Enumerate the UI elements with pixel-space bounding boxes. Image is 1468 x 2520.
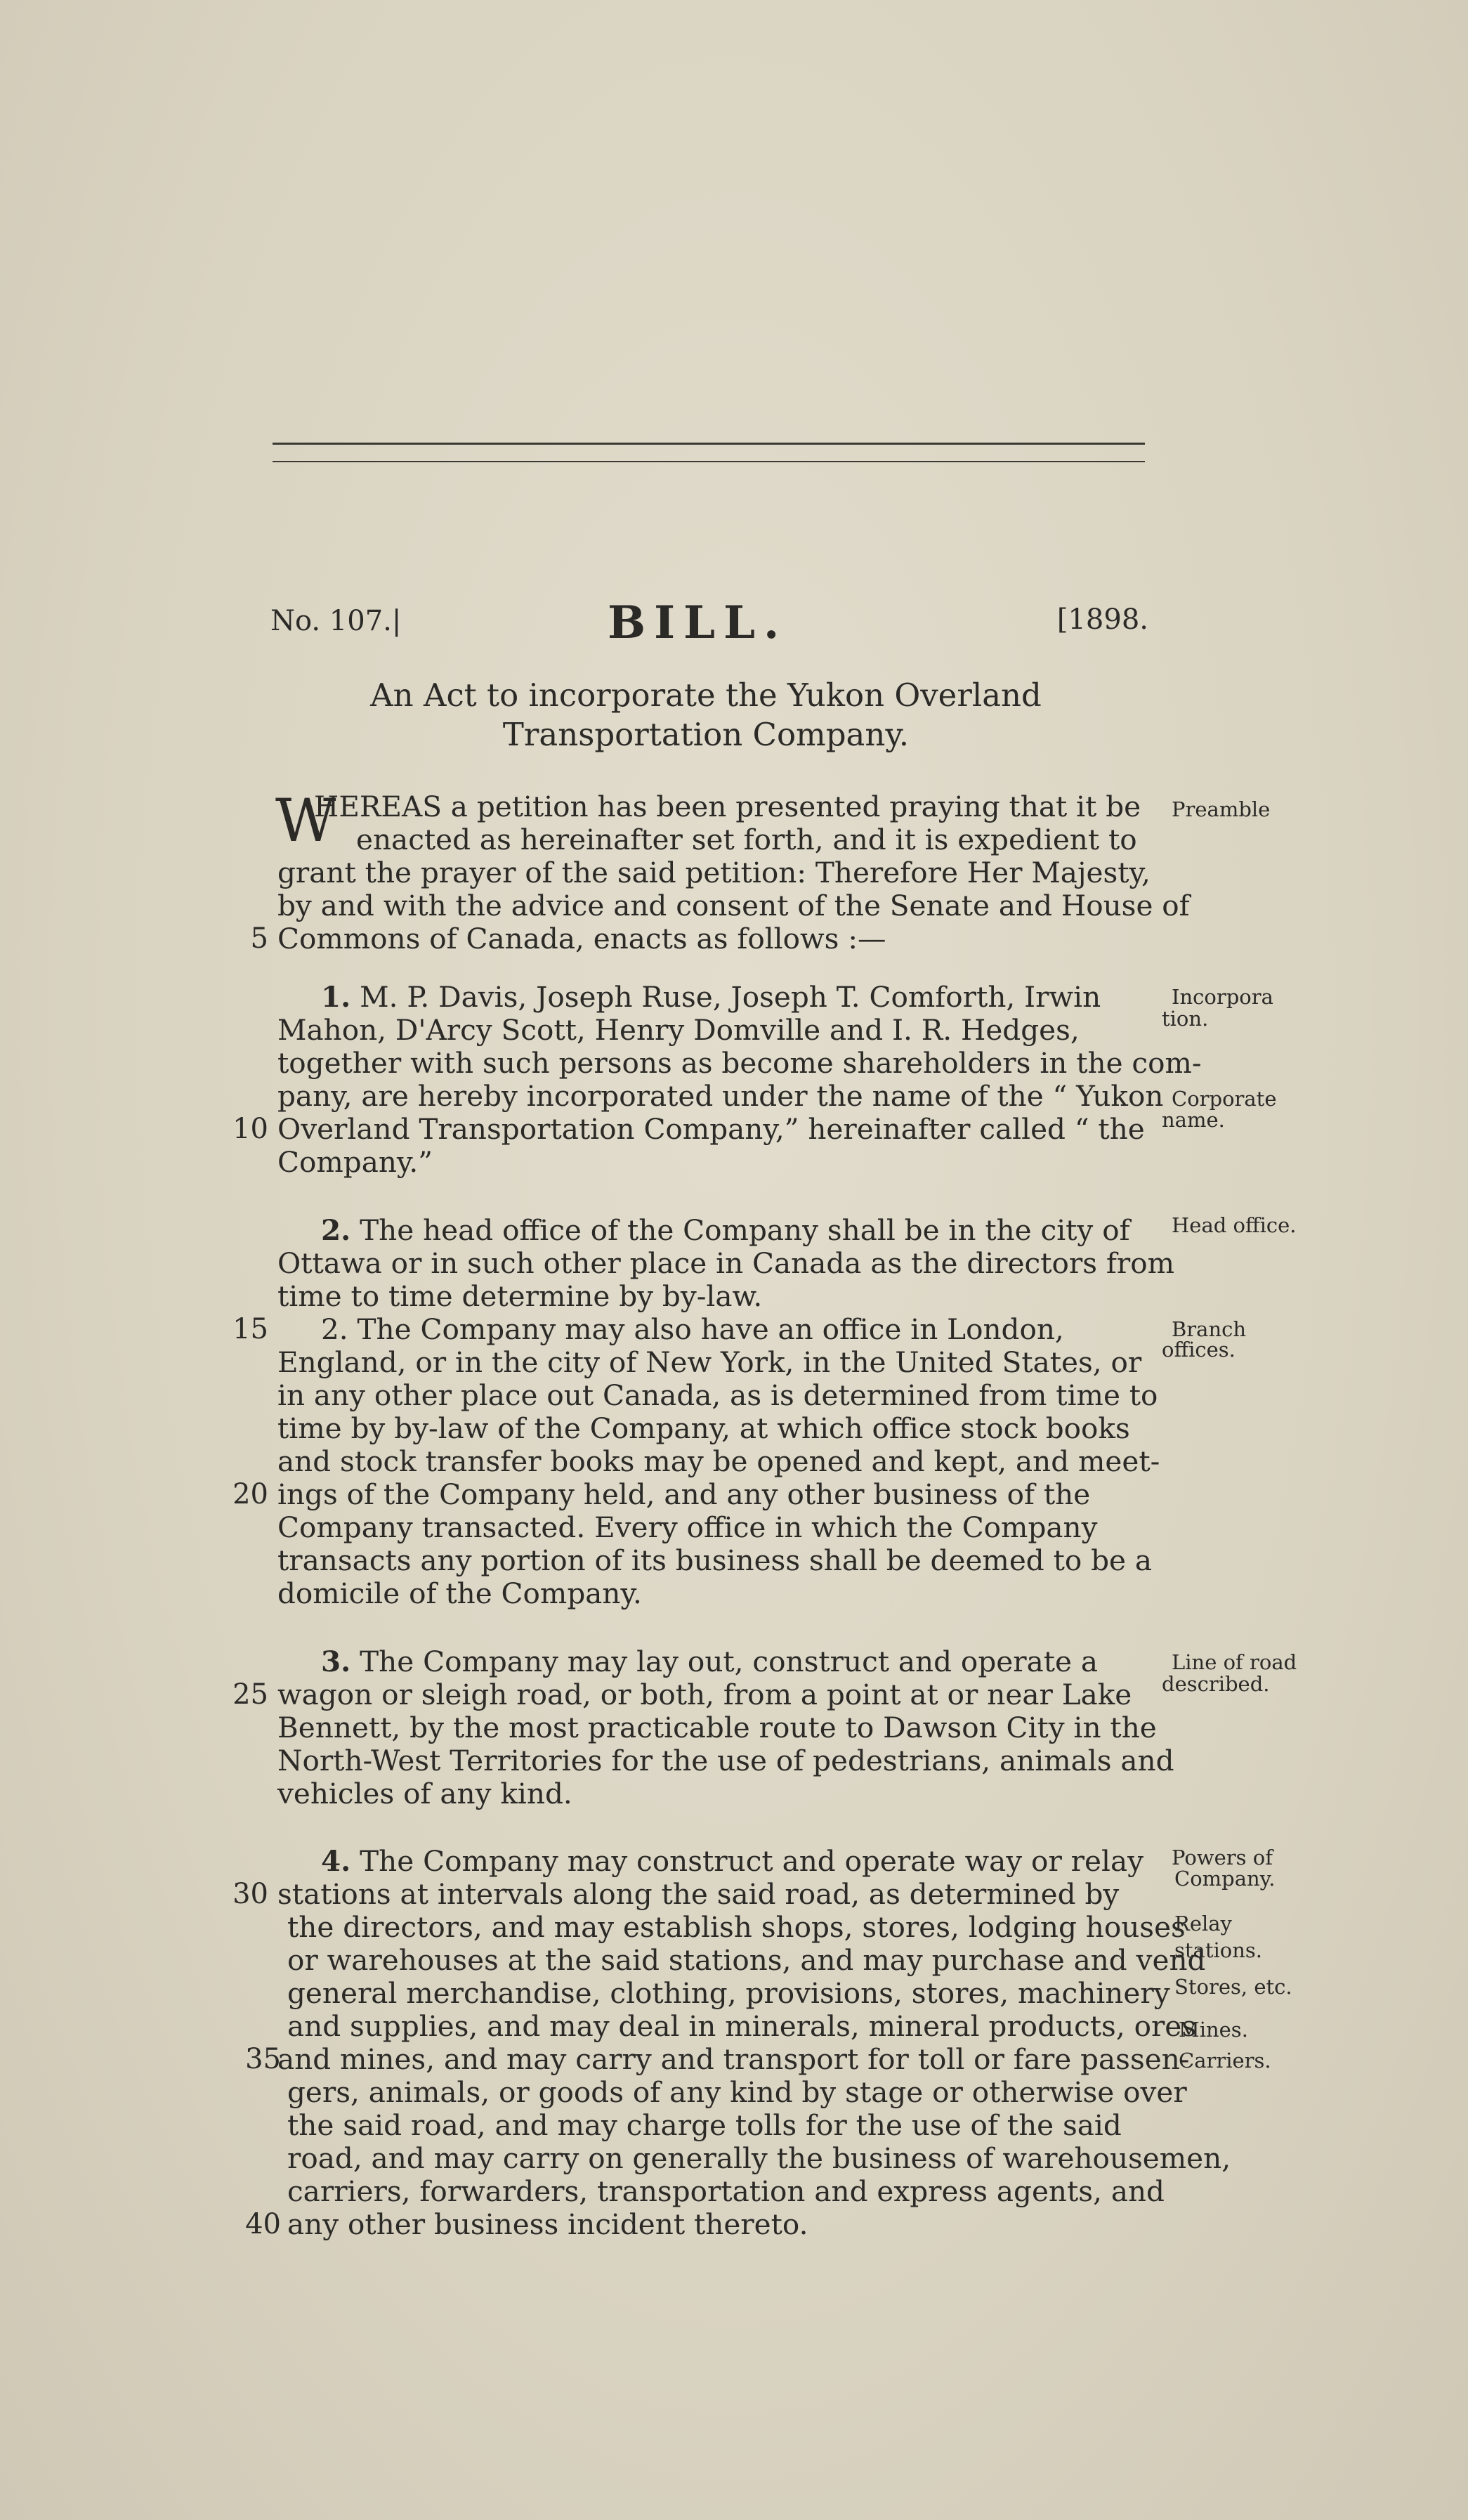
text-line: Commons of Canada, enacts as follows :— [277, 922, 886, 955]
text-line: transacts any portion of its business shall be deemed to be a [277, 1543, 1153, 1577]
margin-note-incorporation: tion. [1162, 1007, 1209, 1031]
text-line: and stock transfer books may be opened and kept, and meet- [277, 1444, 1160, 1478]
text-line: 2. The Company may also have an office in London, [321, 1312, 1064, 1346]
text-line: time to time determine by by-law. [277, 1279, 763, 1313]
act-title-line: Transportation Company. [502, 716, 910, 753]
margin-note-preamble: Preamble [1172, 797, 1271, 821]
line-number: 20 [232, 1478, 268, 1510]
section-text: The Company may construct and operate way or relay [350, 1844, 1143, 1878]
margin-note-powers: Powers of [1172, 1846, 1273, 1869]
margin-note-stores: Stores, etc. [1174, 1975, 1292, 1999]
drop-cap: W [275, 786, 336, 855]
bill-year: [1898. [1056, 603, 1148, 636]
text-line: Ottawa or in such other place in Canada as the directors from [277, 1246, 1175, 1280]
margin-note-corporate-name: name. [1162, 1108, 1225, 1132]
margin-note-corporate-name: Corporate [1172, 1087, 1277, 1111]
text-line: general merchandise, clothing, provisions, stores, machinery [287, 1976, 1170, 2010]
text-line: carriers, forwarders, transportation and express agents, and [287, 2174, 1165, 2208]
text-line: pany, are hereby incorporated under the name of the “ Yukon [277, 1079, 1164, 1113]
margin-note-carriers: Carriers. [1179, 2049, 1271, 2072]
margin-note-line-of-road: Line of road [1172, 1650, 1297, 1674]
text-line: Company.” [277, 1145, 433, 1179]
margin-note-incorporation: Incorpora [1172, 985, 1273, 1009]
line-number: 35 [245, 2043, 281, 2075]
line-number: 5 [250, 922, 268, 955]
line-number: 40 [245, 2208, 281, 2240]
text-line: or warehouses at the said stations, and may purchase and vend [287, 1943, 1206, 1977]
line-number: 15 [232, 1313, 268, 1345]
margin-note-line-of-road: described. [1162, 1672, 1270, 1696]
line-number: 10 [232, 1113, 268, 1145]
text-line: the said road, and may charge tolls for the use of the said [287, 2108, 1122, 2142]
margin-note-powers: Company. [1174, 1867, 1276, 1891]
margin-note-branch-offices: Branch [1172, 1317, 1247, 1341]
top-rule-second [273, 461, 1145, 462]
text-line: stations at intervals along the said road, as determined by [277, 1877, 1120, 1911]
section-text: The Company may lay out, construct and operate a [350, 1645, 1098, 1678]
margin-note-mines: Mines. [1179, 2018, 1248, 2042]
text-line: any other business incident thereto. [287, 2207, 808, 2241]
text-line: grant the prayer of the said petition: Therefore Her Majesty, [277, 856, 1151, 889]
section-text: M. P. Davis, Joseph Ruse, Joseph T. Comforth, Irwin [350, 980, 1101, 1014]
text-line: North-West Territories for the use of pedestrians, animals and [277, 1744, 1174, 1777]
text-line: the directors, and may establish shops, stores, lodging houses [287, 1910, 1186, 1944]
text-line: Overland Transportation Company,” hereinafter called “ the [277, 1112, 1145, 1146]
margin-note-relay: Relay [1174, 1912, 1232, 1935]
text-line: together with such persons as become shareholders in the com- [277, 1046, 1202, 1080]
section-number: 3. [321, 1645, 351, 1678]
section-text: The head office of the Company shall be in the city of [350, 1213, 1130, 1247]
text-line: and supplies, and may deal in minerals, mineral products, ores [287, 2009, 1197, 2043]
text-line [321, 981, 1101, 1013]
text-line: road, and may carry on generally the business of warehousemen, [287, 2141, 1231, 2175]
text-line: Bennett, by the most practicable route to Dawson City in the [277, 1711, 1157, 1744]
bill-number: No. 107.| [270, 605, 402, 637]
text-line: enacted as hereinafter set forth, and it is expedient to [356, 823, 1137, 856]
top-rule [273, 443, 1145, 445]
margin-note-relay: stations. [1174, 1938, 1262, 1962]
text-line: wagon or sleigh road, or both, from a point at or near Lake [277, 1678, 1132, 1711]
text-line: and mines, and may carry and transport for toll or fare passen- [277, 2042, 1190, 2076]
text-line: by and with the advice and consent of the Senate and House of [277, 889, 1190, 922]
text-line [321, 1214, 1130, 1246]
text-line: HEREAS a petition has been presented praying that it be [314, 790, 1141, 823]
act-title-line: An Act to incorporate the Yukon Overland [370, 677, 1042, 714]
section-number: 4. [321, 1844, 351, 1878]
line-number: 30 [232, 1878, 268, 1910]
text-line: Company transacted. Every office in which the Company [277, 1510, 1098, 1544]
text-line: Mahon, D'Arcy Scott, Henry Domville and I. R. Hedges, [277, 1013, 1080, 1047]
text-line: in any other place out Canada, as is determined from time to [277, 1378, 1158, 1412]
bill-header [270, 596, 1148, 650]
margin-note-branch-offices: offices. [1162, 1338, 1236, 1362]
text-line [321, 1645, 1098, 1678]
text-line: time by by-law of the Company, at which office stock books [277, 1411, 1130, 1445]
line-number: 25 [232, 1678, 268, 1711]
section-number: 2. [321, 1213, 351, 1247]
text-line: England, or in the city of New York, in the United States, or [277, 1345, 1142, 1379]
text-line: vehicles of any kind. [277, 1777, 572, 1810]
section-number: 1. [321, 980, 351, 1014]
act-title [281, 676, 1131, 755]
bill-title: BILL. [608, 596, 788, 649]
text-line: ings of the Company held, and any other business of the [277, 1477, 1091, 1511]
margin-note-head-office: Head office. [1172, 1213, 1297, 1237]
text-line [321, 1845, 1143, 1877]
text-line: domicile of the Company. [277, 1576, 642, 1610]
text-line: gers, animals, or goods of any kind by stage or otherwise over [287, 2075, 1187, 2109]
